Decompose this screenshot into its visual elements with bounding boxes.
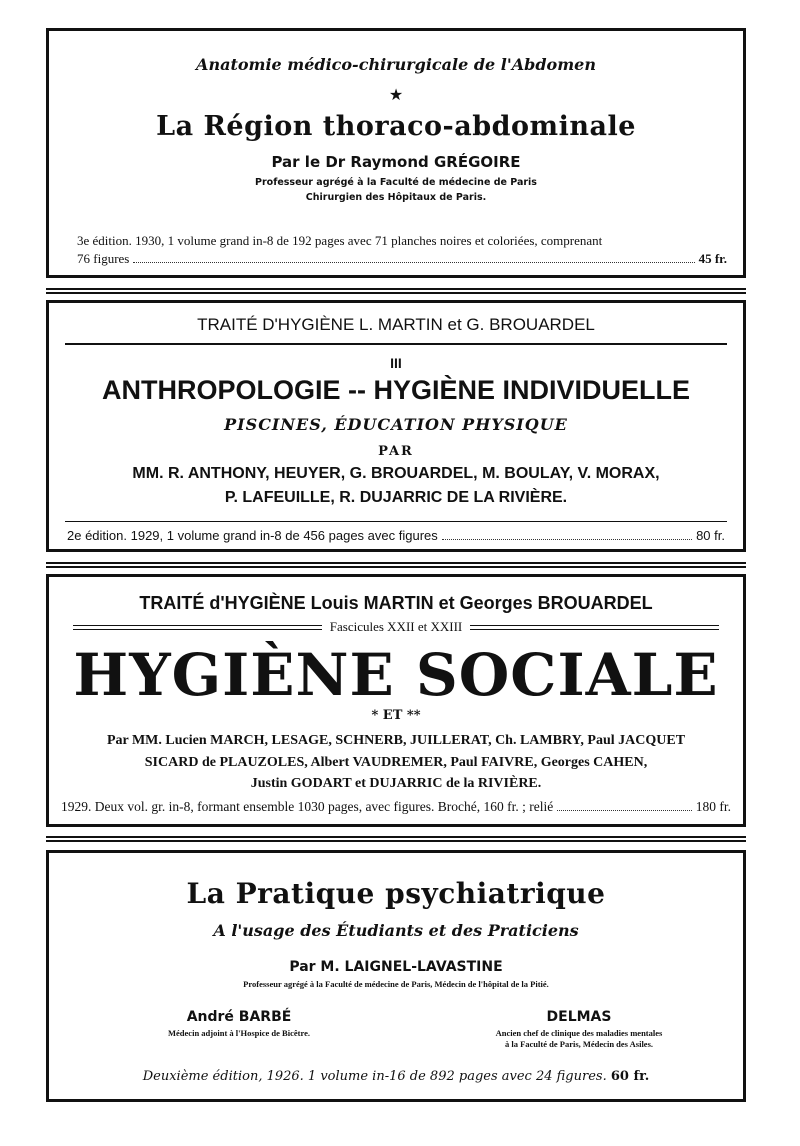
divider	[46, 562, 746, 564]
price: 80 fr.	[696, 528, 725, 543]
edition-line: 76 figures	[77, 251, 130, 266]
par-label: PAR	[378, 444, 414, 459]
coauthor-affiliation: Médecin adjoint à l'Hospice de Bicêtre.	[168, 1028, 310, 1038]
divider	[46, 840, 746, 842]
authors-line: Par MM. Lucien MARCH, LESAGE, SCHNERB, JUILLERAT, Ch. LAMBRY, Paul JACQUET	[106, 733, 686, 748]
advert-pratique-psychiatrique	[46, 850, 746, 1102]
series-title: Anatomie médico-chirurgicale de l'Abdomen	[196, 55, 596, 74]
double-rule	[470, 625, 719, 630]
book-title: ANTHROPOLOGIE -- HYGIÈNE INDIVIDUELLE	[101, 375, 691, 405]
edition-line: Deuxième édition, 1926. 1 volume in-16 de 892 pages avec 24 figures.	[142, 1069, 607, 1084]
dot-leader	[133, 262, 694, 263]
series-title: TRAITÉ D'HYGIÈNE L. MARTIN et G. BROUARDEL	[197, 315, 595, 334]
edition-line: 1929. Deux vol. gr. in-8, formant ensemble 1030 pages, avec figures. Broché, 160 fr. ; relié	[61, 799, 554, 814]
divider	[46, 836, 746, 838]
edition-price-line	[61, 799, 731, 815]
divider	[46, 566, 746, 568]
book-subtitle: PISCINES, ÉDUCATION PHYSIQUE	[224, 415, 568, 434]
dot-leader	[557, 810, 692, 811]
coauthor-affiliation-line: Ancien chef de clinique des maladies mentales	[495, 1028, 663, 1038]
edition-line: 2e édition. 1929, 1 volume grand in-8 de 456 pages avec figures	[67, 528, 438, 543]
authors-line: MM. R. ANTHONY, HEUYER, G. BROUARDEL, M. BOULAY, V. MORAX,	[132, 465, 660, 482]
divider	[46, 288, 746, 290]
authors-line: Justin GODART et DUJARRIC de la RIVIÈRE.	[250, 776, 542, 791]
coauthor-right	[449, 1009, 709, 1050]
author-affiliation: Professeur agrégé à la Faculté de médecine de Paris, Médecin de l'hôpital de la Pitié.	[243, 979, 549, 989]
price: 180 fr.	[695, 799, 731, 814]
author-affiliation: Professeur agrégé à la Faculté de médecine de Paris	[255, 177, 537, 188]
dot-leader	[442, 539, 692, 540]
double-rule	[73, 625, 322, 630]
coauthor-name: André BARBÉ	[186, 1009, 292, 1025]
edition-line: 3e édition. 1930, 1 volume grand in-8 de 192 pages avec 71 planches noires et coloriées, comprenant	[77, 233, 603, 248]
series-title: TRAITÉ d'HYGIÈNE Louis MARTIN et Georges BROUARDEL	[139, 593, 653, 613]
divider	[46, 292, 746, 294]
volumes-marker: * ET **	[371, 708, 421, 723]
author-line: Par M. LAIGNEL-LAVASTINE	[289, 959, 503, 975]
book-title: HYGIÈNE SOCIALE	[73, 641, 719, 709]
coauthor-affiliation-line: à la Faculté de Paris, Médecin des Asiles.	[504, 1039, 654, 1049]
fascicules-label: Fascicules XXII et XXIII	[329, 619, 463, 634]
price: 45 fr.	[698, 251, 727, 266]
book-title: La Région thoraco-abdominale	[156, 111, 636, 142]
book-subtitle: A l'usage des Étudiants et des Praticiens	[213, 921, 579, 940]
divider	[65, 521, 727, 522]
author-line: Par le Dr Raymond GRÉGOIRE	[271, 153, 521, 171]
edition-price-line	[49, 1069, 743, 1084]
coauthor-left	[139, 1009, 339, 1039]
divider	[65, 343, 727, 345]
author-affiliation: Chirurgien des Hôpitaux de Paris.	[305, 192, 487, 203]
authors-line: SICARD de PLAUZOLES, Albert VAUDREMER, Paul FAIVRE, Georges CAHEN,	[144, 755, 648, 770]
coauthor-affiliation	[449, 1028, 709, 1050]
advert-hygiene-sociale	[46, 574, 746, 827]
price: 60 fr.	[610, 1069, 650, 1084]
coauthor-name: DELMAS	[546, 1009, 612, 1025]
advert-region-thoraco-abdominale	[46, 28, 746, 278]
advert-anthropologie	[46, 300, 746, 552]
fascicules-line	[65, 619, 727, 635]
authors-line: P. LAFEUILLE, R. DUJARRIC DE LA RIVIÈRE.	[224, 489, 568, 506]
edition-price-line	[77, 251, 727, 267]
edition-price-line	[67, 528, 725, 544]
book-title: La Pratique psychiatrique	[186, 877, 606, 910]
volume-number: III	[390, 355, 402, 371]
star-ornament: ★	[388, 85, 404, 104]
